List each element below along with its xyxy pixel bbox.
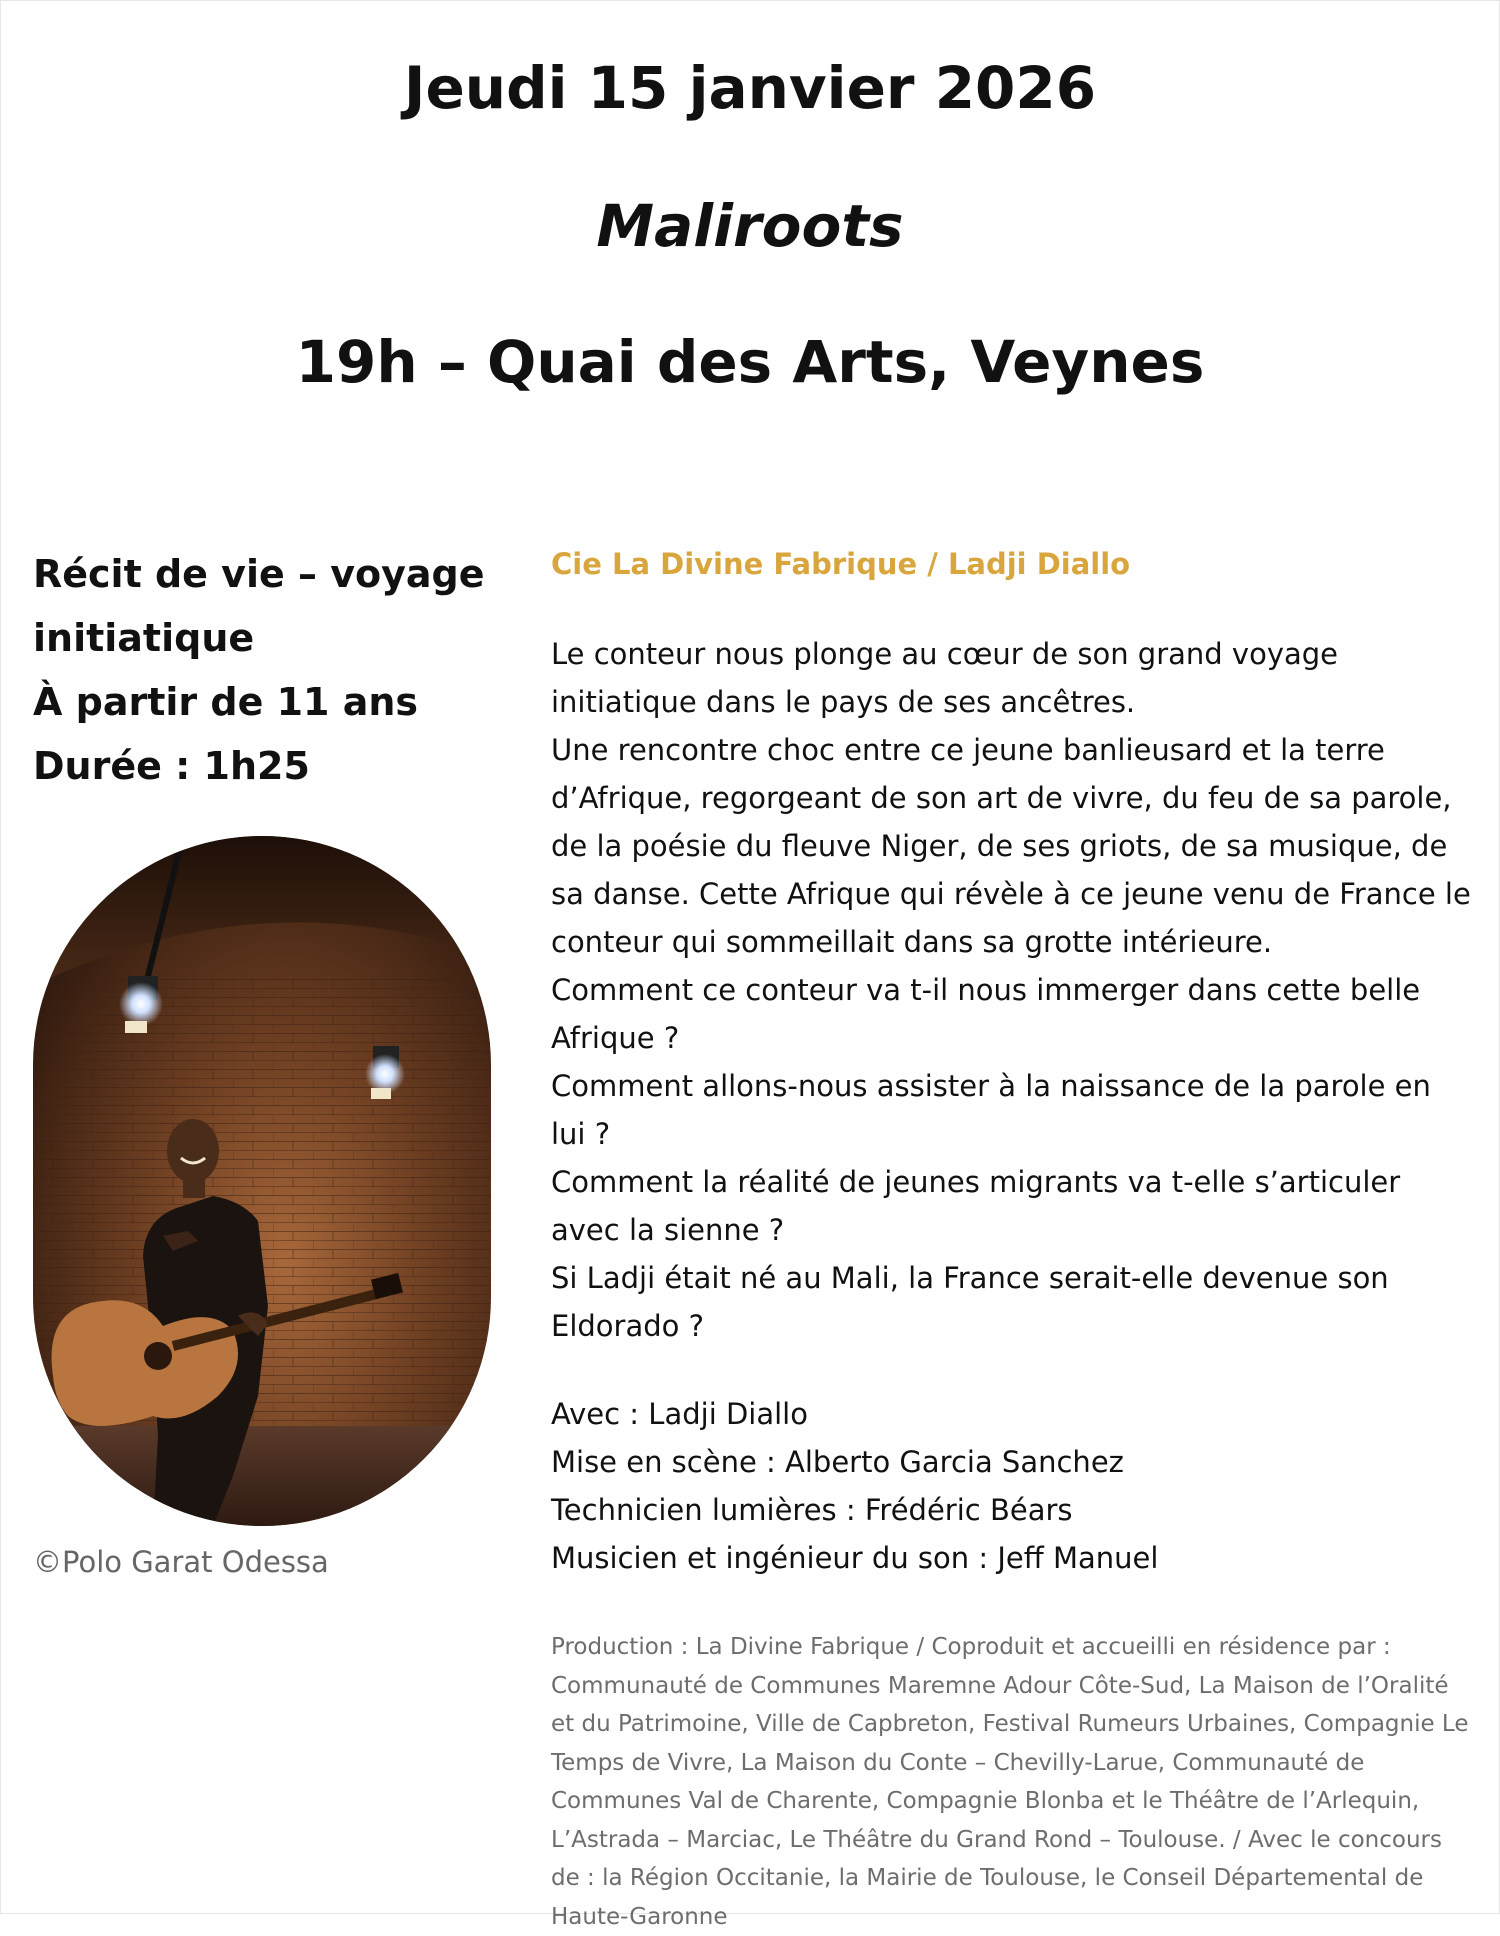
company-name: Cie La Divine Fabrique / Ladji Diallo bbox=[551, 547, 1131, 581]
credit-line: Mise en scène : Alberto Garcia Sanchez bbox=[551, 1445, 1124, 1479]
event-genre-line-1: Récit de vie – voyage bbox=[33, 552, 485, 596]
description-paragraph: Comment la réalité de jeunes migrants va t-elle s’articuler avec la sienne ? bbox=[551, 1165, 1401, 1247]
production-note: Production : La Divine Fabrique / Coproduit et accueilli en résidence par : Communauté de Communes Maremne Adour Côte-Sud, La Maison de l’Oralité et du Patrimoine, Ville de Capbreton, Festival Rumeurs Urbaines, Compagnie Le Temps de Vivre, La Maison du Conte – Chevilly-Larue, Communauté de Communes Val de Charente, Compagnie Blonba et le Théâtre de l’Arlequin, L’Astrada – Marciac, Le Théâtre du Grand Rond – Toulouse. / Avec le concours de : la Région Occitanie, la Mairie de Toulouse, le Conseil Départemental de Haute-Garonne bbox=[551, 1634, 1469, 1930]
event-duration: Durée : 1h25 bbox=[33, 744, 310, 788]
event-genre-line-2: initiatique bbox=[33, 616, 255, 660]
credit-line: Avec : Ladji Diallo bbox=[551, 1397, 808, 1431]
event-credits bbox=[551, 1390, 1471, 1582]
event-age: À partir de 11 ans bbox=[33, 680, 419, 724]
event-description bbox=[551, 630, 1471, 1350]
description-paragraph: Si Ladji était né au Mali, la France serait-elle devenue son Eldorado ? bbox=[551, 1261, 1389, 1343]
credit-line: Musicien et ingénieur du son : Jeff Manuel bbox=[551, 1541, 1159, 1575]
event-info bbox=[33, 542, 503, 798]
description-paragraph: Comment ce conteur va t-il nous immerger dans cette belle Afrique ? bbox=[551, 973, 1421, 1055]
description-paragraph: Comment allons-nous assister à la naissance de la parole en lui ? bbox=[551, 1069, 1431, 1151]
event-date: Jeudi 15 janvier 2026 bbox=[403, 54, 1097, 122]
credit-line: Technicien lumières : Frédéric Béars bbox=[551, 1493, 1073, 1527]
photo-credit: ©Polo Garat Odessa bbox=[33, 1545, 329, 1579]
description-paragraph: Le conteur nous plonge au cœur de son grand voyage initiatique dans le pays de ses ancêtres. bbox=[551, 637, 1339, 719]
event-details bbox=[551, 542, 1471, 1936]
description-paragraph: Une rencontre choc entre ce jeune banlieusard et la terre d’Afrique, regorgeant de son art de vivre, du feu de sa parole, de la poésie du fleuve Niger, de ses griots, de sa musique, de sa danse. Cette Afrique qui révèle à ce jeune venu de France le conteur qui sommeillait dans sa grotte intérieure. bbox=[551, 733, 1471, 959]
performer-photo bbox=[33, 836, 491, 1526]
event-title: Maliroots bbox=[596, 192, 904, 260]
event-time-venue: 19h – Quai des Arts, Veynes bbox=[295, 328, 1205, 396]
